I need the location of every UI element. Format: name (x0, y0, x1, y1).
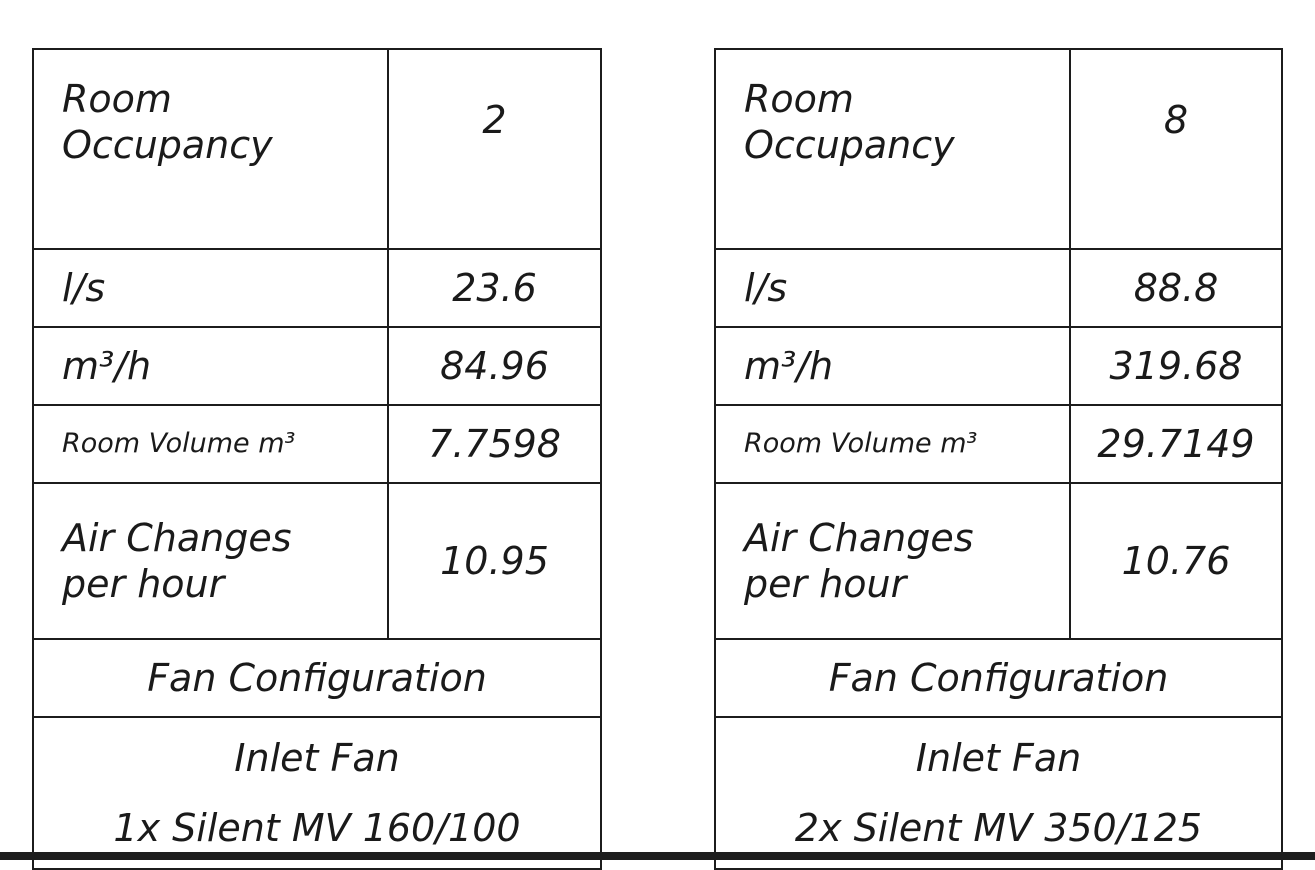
table-row (33, 717, 601, 869)
ls-label: l/s (715, 249, 1070, 327)
inlet-fan-label: Inlet Fan (915, 736, 1082, 780)
table-row (33, 405, 601, 483)
table-row (715, 49, 1282, 249)
occupancy-value: 2 (388, 49, 601, 249)
table-row (715, 405, 1282, 483)
occupancy-label (715, 49, 1070, 249)
ventilation-table-left (32, 48, 602, 870)
table-row (33, 327, 601, 405)
air-changes-label-line2: per hour (62, 562, 225, 606)
m3h-value: 319.68 (1070, 327, 1282, 405)
room-volume-value: 7.7598 (388, 405, 601, 483)
occupancy-label (33, 49, 388, 249)
table-row (715, 327, 1282, 405)
table-row (715, 639, 1282, 717)
m3h-label: m³/h (33, 327, 388, 405)
air-changes-label (715, 483, 1070, 639)
m3h-label: m³/h (715, 327, 1070, 405)
occupancy-label-line2: Occupancy (62, 123, 273, 167)
occupancy-label-line1: Room (744, 77, 854, 121)
occupancy-label-line1: Room (62, 77, 172, 121)
air-changes-value: 10.95 (388, 483, 601, 639)
table-row (33, 639, 601, 717)
air-changes-label-line2: per hour (744, 562, 907, 606)
table-row (33, 49, 601, 249)
room-volume-label: Room Volume m³ (33, 405, 388, 483)
inlet-fan-model: 1x Silent MV 160/100 (113, 806, 521, 850)
inlet-fan-cell (33, 717, 601, 869)
fan-configuration-heading: Fan Configuration (33, 639, 601, 717)
ls-value: 23.6 (388, 249, 601, 327)
fan-configuration-heading: Fan Configuration (715, 639, 1282, 717)
table-row (715, 483, 1282, 639)
occupancy-label-line2: Occupancy (744, 123, 955, 167)
air-changes-label (33, 483, 388, 639)
occupancy-value: 8 (1070, 49, 1282, 249)
air-changes-label-line1: Air Changes (62, 516, 292, 560)
ls-value: 88.8 (1070, 249, 1282, 327)
inlet-fan-cell (715, 717, 1282, 869)
inlet-fan-label: Inlet Fan (234, 736, 400, 780)
m3h-value: 84.96 (388, 327, 601, 405)
ventilation-table-right (714, 48, 1283, 870)
room-volume-label: Room Volume m³ (715, 405, 1070, 483)
air-changes-value: 10.76 (1070, 483, 1282, 639)
air-changes-label-line1: Air Changes (744, 516, 974, 560)
table-row (33, 483, 601, 639)
table-row (715, 249, 1282, 327)
inlet-fan-model: 2x Silent MV 350/125 (794, 806, 1203, 850)
table-row (33, 249, 601, 327)
bottom-divider (0, 852, 1315, 860)
room-volume-value: 29.7149 (1070, 405, 1282, 483)
table-row (715, 717, 1282, 869)
ls-label: l/s (33, 249, 388, 327)
